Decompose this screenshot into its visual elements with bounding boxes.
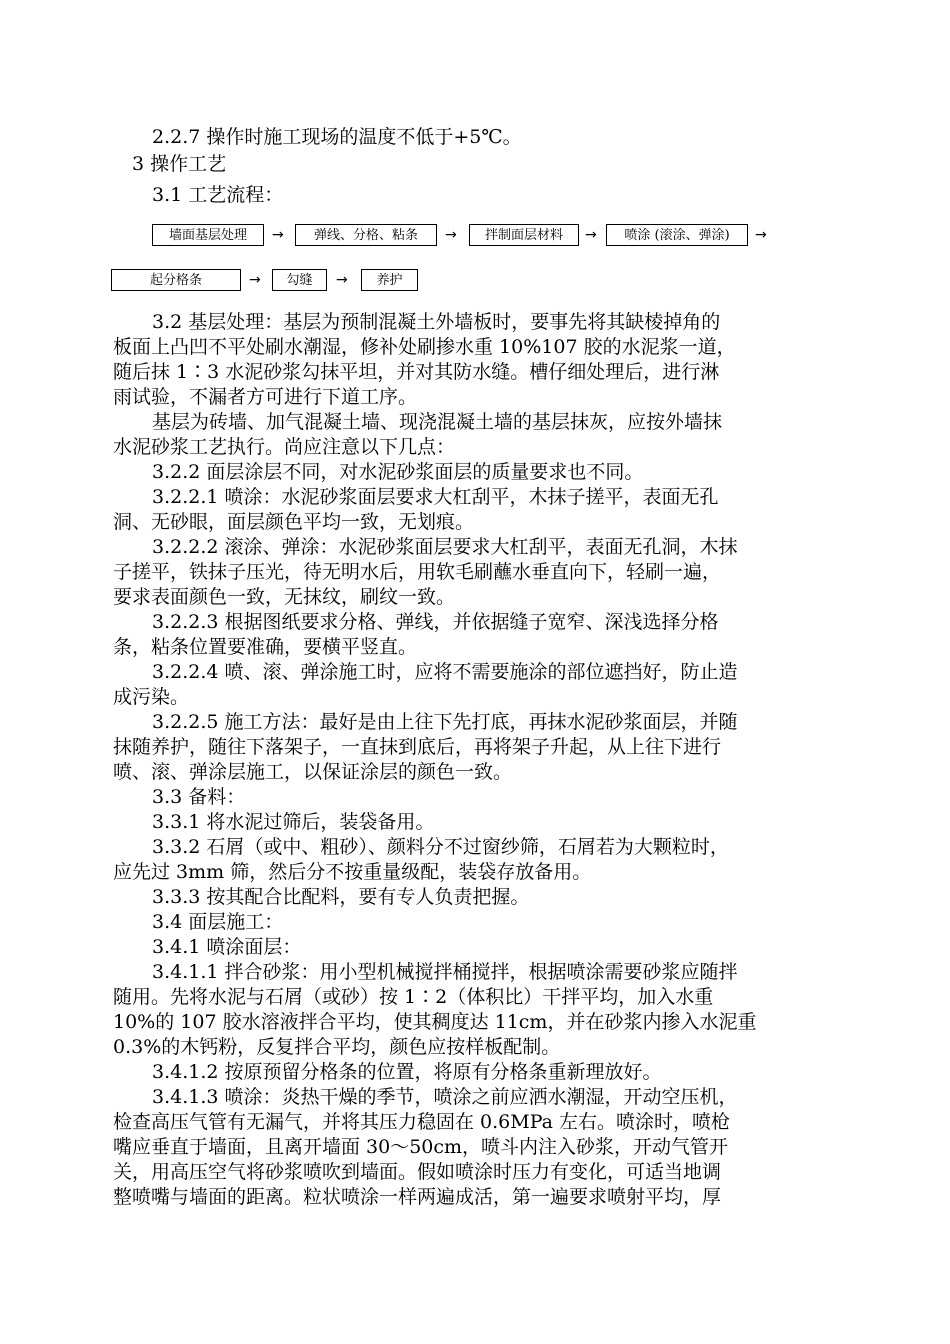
text-line: 2.2.7 操作时施工现场的温度不低于+5℃。: [152, 126, 522, 148]
text-line: 3.1 工艺流程：: [152, 184, 284, 206]
section-heading: 3 操作工艺: [132, 153, 227, 175]
text-line: 子搓平，铁抹子压光，待无明水后，用软毛刷蘸水垂直向下，轻刷一遍，: [113, 561, 722, 583]
flow-arrow: →: [249, 272, 261, 288]
text-line: 3.4.1.2 按原预留分格条的位置，将原有分格条重新理放好。: [152, 1061, 662, 1083]
text-line: 10%的 107 胶水溶液拌合平均，使其稠度达 11cm，并在砂浆内掺入水泥重: [113, 1011, 757, 1033]
flow-step-5: 起分格条: [111, 269, 241, 291]
text-line: 3.2.2 面层涂层不同，对水泥砂浆面层的质量要求也不同。: [152, 461, 644, 483]
flow-step-2: 弹线、分格、粘条: [295, 224, 437, 246]
text-line: 随用。先将水泥与石屑（或砂）按 1∶2（体积比）干拌平均，加入水重: [113, 986, 714, 1008]
text-line: 3.4.1.3 喷涂：炎热干燥的季节，喷涂之前应洒水潮湿，开动空压机，: [152, 1086, 738, 1108]
text-line: 关，用高压空气将砂浆喷吹到墙面。假如喷涂时压力有变化，可适当地调: [113, 1161, 722, 1183]
flow-arrow: →: [585, 227, 597, 243]
text-line: 3.3.1 将水泥过筛后，装袋备用。: [152, 811, 435, 833]
text-line: 0.3%的木钙粉，反复拌合平均，颜色应按样板配制。: [113, 1036, 561, 1058]
text-line: 要求表面颜色一致，无抹纹，刷纹一致。: [113, 586, 456, 608]
text-line: 3.4.1 喷涂面层：: [152, 936, 302, 958]
text-line: 喷、滚、弹涂层施工，以保证涂层的颜色一致。: [113, 761, 513, 783]
text-line: 嘴应垂直于墙面，且离开墙面 30～50cm，喷斗内注入砂浆，开动气管开: [113, 1136, 729, 1158]
flow-arrow: →: [445, 227, 457, 243]
text-line: 雨试验，不漏者方可进行下道工序。: [113, 386, 418, 408]
text-line: 基层为砖墙、加气混凝土墙、现浇混凝土墙的基层抹灰，应按外墙抹: [152, 411, 723, 433]
text-line: 3.4 面层施工：: [152, 911, 284, 933]
flow-arrow: →: [755, 227, 767, 243]
text-line: 3.4.1.1 拌合砂浆：用小型机械搅拌桶搅拌，根据喷涂需要砂浆应随拌: [152, 961, 738, 983]
text-line: 条，粘条位置要准确，要横平竖直。: [113, 636, 418, 658]
text-line: 板面上凸凹不平处刷水潮湿，修补处刷掺水重 10%107 胶的水泥浆一道，: [113, 336, 736, 358]
text-line: 应先过 3mm 筛，然后分不按重量级配，装袋存放备用。: [113, 861, 592, 883]
flow-step-3: 拌制面层材料: [469, 224, 579, 246]
flow-arrow: →: [272, 227, 284, 243]
text-line: 洞、无砂眼，面层颜色平均一致，无划痕。: [113, 511, 475, 533]
text-line: 3.2.2.5 施工方法：最好是由上往下先打底，再抹水泥砂浆面层，并随: [152, 711, 738, 733]
text-line: 3.2.2.1 喷涂：水泥砂浆面层要求大杠刮平，木抹子搓平，表面无孔: [152, 486, 719, 508]
text-line: 成污染。: [113, 686, 190, 708]
text-line: 3.3 备料：: [152, 786, 246, 808]
text-line: 3.2 基层处理：基层为预制混凝土外墙板时，要事先将其缺棱掉角的: [152, 311, 721, 333]
text-line: 3.2.2.2 滚涂、弹涂：水泥砂浆面层要求大杠刮平，表面无孔洞，木抹: [152, 536, 738, 558]
flow-step-1: 墙面基层处理: [152, 224, 264, 246]
flow-step-4: 喷涂 (滚涂、弹涂): [606, 224, 748, 246]
text-line: 3.2.2.4 喷、滚、弹涂施工时，应将不需要施涂的部位遮挡好，防止造: [152, 661, 738, 683]
text-line: 3.3.2 石屑（或中、粗砂）、颜料分不过窗纱筛，石屑若为大颗粒时，: [152, 836, 729, 858]
text-line: 检查高压气管有无漏气，并将其压力稳固在 0.6MPa 左右。喷涂时，喷枪: [113, 1111, 731, 1133]
text-line: 抹随养护，随往下落架子，一直抹到底后，再将架子升起，从上往下进行: [113, 736, 722, 758]
text-line: 3.3.3 按其配合比配料，要有专人负责把握。: [152, 886, 530, 908]
text-line: 随后抹 1∶3 水泥砂浆勾抹平坦，并对其防水缝。槽仔细处理后，进行淋: [113, 361, 720, 383]
text-line: 3.2.2.3 根据图纸要求分格、弹线，并依据缝子宽窄、深浅选择分格: [152, 611, 719, 633]
flow-step-6: 勾缝: [272, 269, 327, 291]
text-line: 整喷嘴与墙面的距离。粒状喷涂一样两遍成活，第一遍要求喷射平均，厚: [113, 1186, 722, 1208]
text-line: 水泥砂浆工艺执行。尚应注意以下几点：: [113, 436, 456, 458]
flow-arrow: →: [336, 272, 348, 288]
flow-step-7: 养护: [361, 269, 418, 291]
